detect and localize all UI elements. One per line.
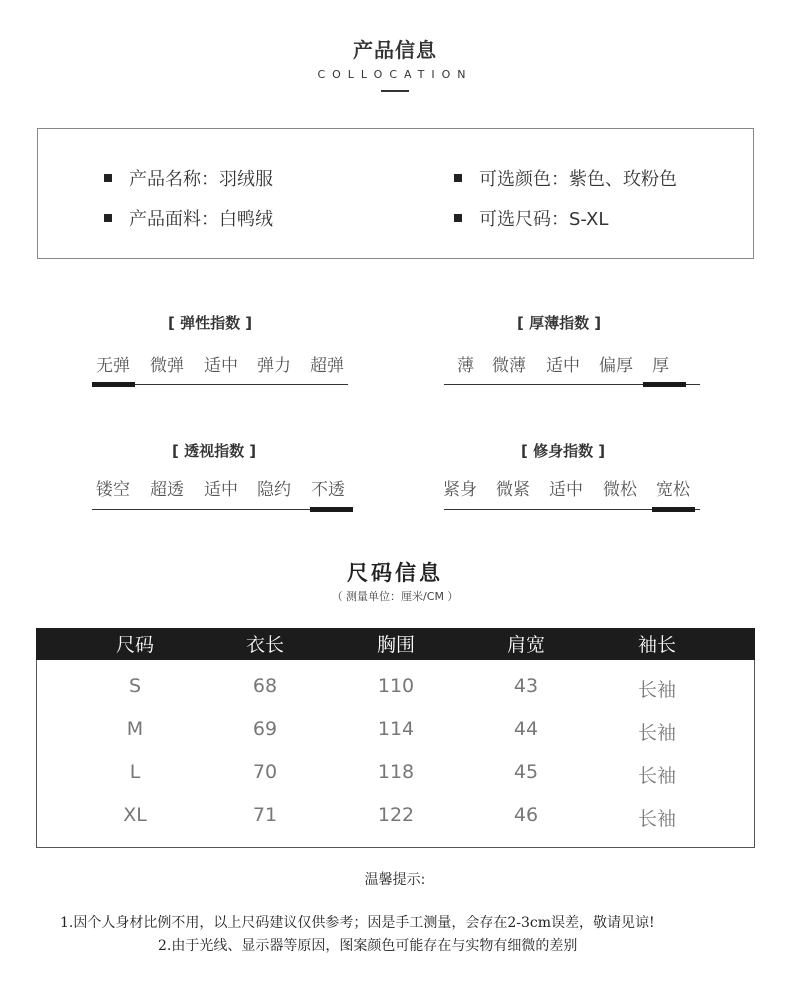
fit-option: 宽松 <box>656 480 690 500</box>
transparency-option: 不透 <box>311 480 345 500</box>
tip-line-1: 1.因个人身材比例不用，以上尺码建议仅供参考；因是手工测量，会存在2-3cm误差，敬请见谅! <box>60 915 655 931</box>
table-cell: 114 <box>377 718 415 740</box>
transparency-option: 超透 <box>150 480 184 500</box>
table-cell: L <box>129 761 141 783</box>
fit-index-title: [ 修身指数 ] <box>521 442 606 460</box>
thickness-selected-marker <box>643 382 686 387</box>
fit-option: 适中 <box>549 480 583 500</box>
elasticity-option: 无弹 <box>96 356 130 376</box>
product-name-label: 产品名称：羽绒服 <box>129 169 273 190</box>
product-fabric-label: 产品面料：白鸭绒 <box>129 209 273 230</box>
table-cell: 44 <box>513 718 539 740</box>
size-unit-note: （ 测量单位：厘米/CM ） <box>331 590 459 603</box>
table-cell: 68 <box>252 675 278 697</box>
bullet-icon <box>104 174 112 182</box>
fit-option: 紧身 <box>443 480 477 500</box>
page-title: 产品信息 <box>353 38 437 62</box>
transparency-option: 隐约 <box>257 480 291 500</box>
table-cell: 69 <box>252 718 278 740</box>
transparency-option: 镂空 <box>96 480 130 500</box>
column-header: 袖长 <box>637 634 676 656</box>
transparency-selected-marker <box>310 507 353 512</box>
column-header: 尺码 <box>115 634 154 656</box>
table-cell: 118 <box>377 761 415 783</box>
column-header: 肩宽 <box>506 634 545 656</box>
size-section-title: 尺码信息 <box>347 561 443 585</box>
product-info-item <box>454 205 608 231</box>
bullet-icon <box>104 214 112 222</box>
transparency-option: 适中 <box>204 480 238 500</box>
thickness-option: 偏厚 <box>599 356 633 376</box>
elasticity-option: 弹力 <box>257 356 291 376</box>
table-cell: 122 <box>377 804 415 826</box>
product-sizes-label: 可选尺码：S-XL <box>479 209 609 230</box>
elasticity-selected-marker <box>92 382 135 387</box>
table-cell: 长袖 <box>637 679 676 701</box>
product-info-item <box>454 165 677 191</box>
bullet-icon <box>454 174 462 182</box>
column-header: 衣长 <box>245 634 284 656</box>
page-subtitle: COLLOCATION <box>317 68 473 81</box>
table-cell: 46 <box>513 804 539 826</box>
table-cell: 43 <box>513 675 539 697</box>
table-cell: 70 <box>252 761 278 783</box>
thickness-index-title: [ 厚薄指数 ] <box>517 314 602 332</box>
elasticity-option: 微弹 <box>150 356 184 376</box>
table-cell: S <box>128 675 142 697</box>
tips-title: 温馨提示: <box>364 872 426 888</box>
product-info-item <box>104 165 273 191</box>
product-info-box <box>37 128 754 259</box>
table-cell: 长袖 <box>637 808 676 830</box>
fit-option: 微松 <box>603 480 637 500</box>
thickness-option: 微薄 <box>492 356 526 376</box>
table-cell: 71 <box>252 804 278 826</box>
elasticity-option: 适中 <box>204 356 238 376</box>
column-header: 胸围 <box>376 634 415 656</box>
table-cell: M <box>126 718 144 740</box>
table-cell: 长袖 <box>637 722 676 744</box>
elasticity-option: 超弹 <box>310 356 344 376</box>
elasticity-index-title: [ 弹性指数 ] <box>168 314 253 332</box>
thickness-option: 适中 <box>546 356 580 376</box>
transparency-index-title: [ 透视指数 ] <box>172 442 257 460</box>
title-underline <box>381 90 409 92</box>
table-cell: 长袖 <box>637 765 676 787</box>
fit-selected-marker <box>652 507 695 512</box>
thickness-option: 薄 <box>457 356 474 376</box>
tip-line-2: 2.由于光线、显示器等原因，图案颜色可能存在与实物有细微的差别 <box>158 938 578 954</box>
product-info-item <box>104 205 273 231</box>
fit-option: 微紧 <box>496 480 530 500</box>
product-colors-label: 可选颜色：紫色、玫粉色 <box>479 169 677 190</box>
table-cell: 45 <box>513 761 539 783</box>
table-cell: XL <box>123 804 147 826</box>
bullet-icon <box>454 214 462 222</box>
table-cell: 110 <box>377 675 415 697</box>
thickness-option: 厚 <box>652 356 669 376</box>
